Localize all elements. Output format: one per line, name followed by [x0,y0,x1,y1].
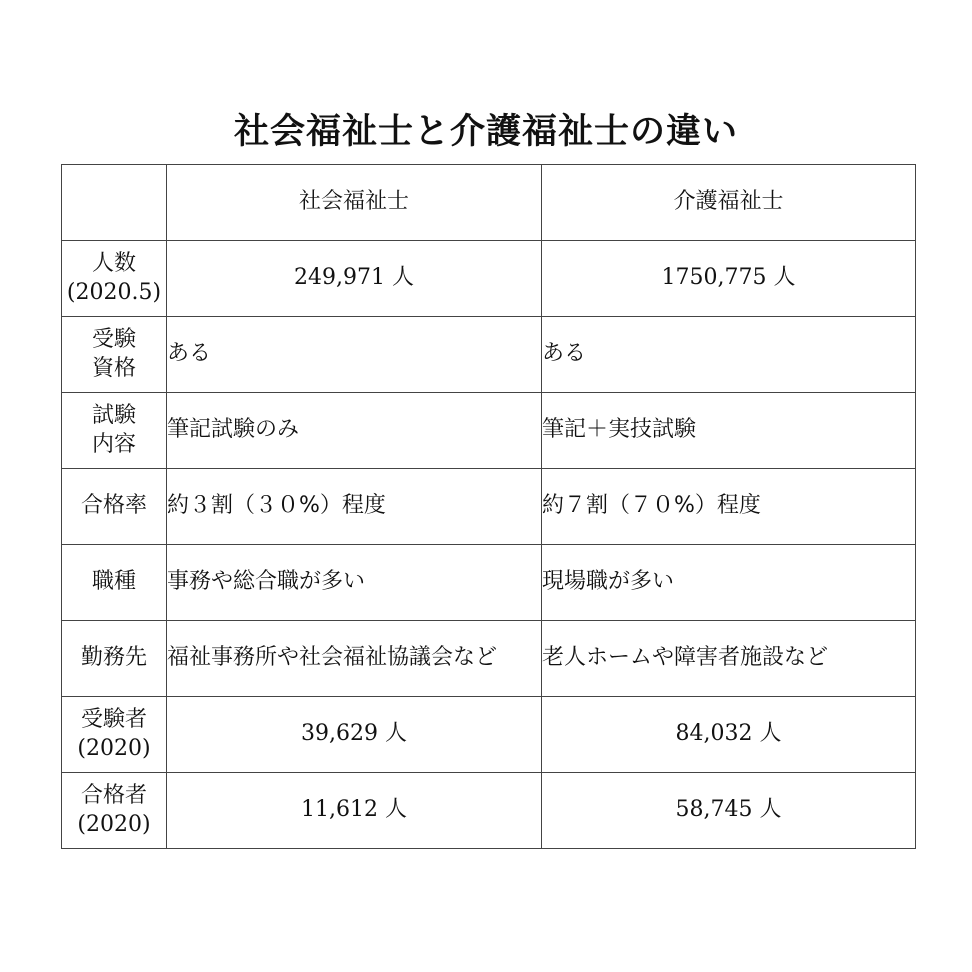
table-row [62,621,916,697]
table-cell: 福祉事務所や社会福祉協議会など [167,621,542,697]
table-cell: 1750,775 人 [542,241,916,317]
table-cell: 約７割（７０%）程度 [542,469,916,545]
comparison-table [61,164,916,849]
table-row [62,545,916,621]
row-label: 合格者 (2020) [62,773,167,849]
row-label: 勤務先 [62,621,167,697]
table-row [62,469,916,545]
row-label: 試験 内容 [62,393,167,469]
row-label: 合格率 [62,469,167,545]
row-label: 職種 [62,545,167,621]
row-label: 人数 (2020.5) [62,241,167,317]
table-cell: 老人ホームや障害者施設など [542,621,916,697]
table-cell: 39,629 人 [167,697,542,773]
table-cell: 249,971 人 [167,241,542,317]
table-row [62,393,916,469]
table-row [62,697,916,773]
table-cell: 11,612 人 [167,773,542,849]
table-cell: 筆記試験のみ [167,393,542,469]
row-label: 受験者 (2020) [62,697,167,773]
table-row [62,317,916,393]
table-cell: 事務や総合職が多い [167,545,542,621]
table-cell: 84,032 人 [542,697,916,773]
header-cell-social-worker: 社会福祉士 [167,165,542,241]
row-label: 受験 資格 [62,317,167,393]
table-cell: ある [167,317,542,393]
table-header-row [62,165,916,241]
table-cell: 現場職が多い [542,545,916,621]
table-row [62,773,916,849]
table-row [62,241,916,317]
table-cell: ある [542,317,916,393]
page-title: 社会福祉士と介護福祉士の違い [233,112,738,152]
header-cell-corner [62,165,167,241]
header-cell-care-worker: 介護福祉士 [542,165,916,241]
table-cell: 58,745 人 [542,773,916,849]
table-cell: 筆記＋実技試験 [542,393,916,469]
table-cell: 約３割（３０%）程度 [167,469,542,545]
